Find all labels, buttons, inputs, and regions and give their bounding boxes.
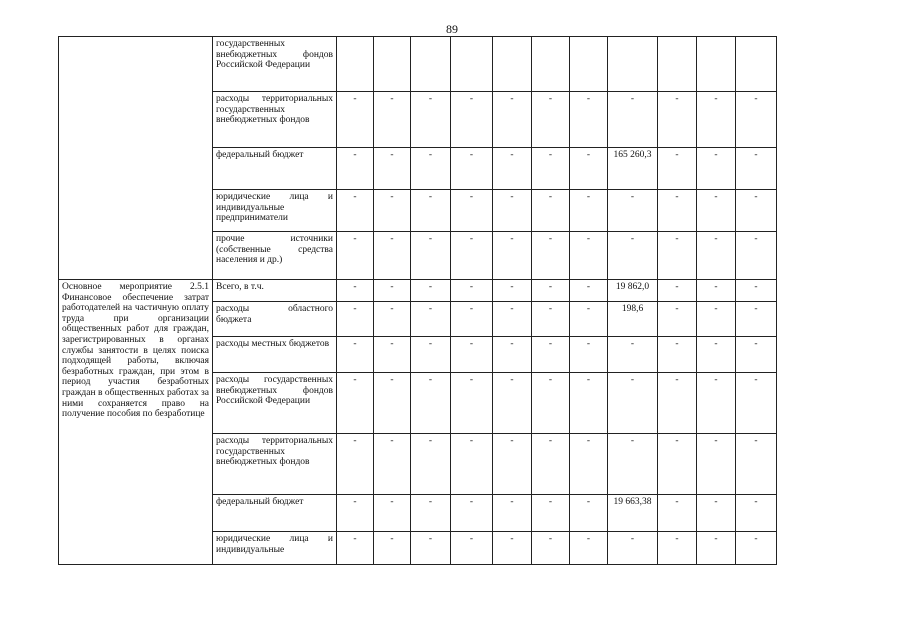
value-cell: - [493,532,532,565]
value-cell: - [411,190,451,232]
funding-source-cell: юридические лица и индивидуальные предприниматели [213,190,337,232]
funding-source-cell: Всего, в т.ч. [213,280,337,302]
value-cell: - [411,373,451,434]
value-cell: - [374,280,411,302]
value-cell: - [570,190,608,232]
value-cell [493,37,532,92]
value-cell: - [608,232,658,280]
value-cell: - [411,495,451,532]
value-cell: - [411,532,451,565]
value-cell: - [374,337,411,373]
value-cell: - [608,434,658,495]
value-cell: - [451,337,493,373]
value-cell: - [570,302,608,337]
value-cell: - [658,280,697,302]
value-cell: - [658,337,697,373]
value-cell: - [736,434,777,495]
value-cell: 198,6 [608,302,658,337]
value-cell: - [374,190,411,232]
value-cell: - [697,232,736,280]
value-cell: - [570,337,608,373]
value-cell: - [374,495,411,532]
value-cell: - [736,495,777,532]
value-cell: - [697,434,736,495]
value-cell: - [608,92,658,148]
value-cell: - [337,434,374,495]
value-cell: - [570,148,608,190]
value-cell [570,37,608,92]
value-cell: - [658,434,697,495]
table-row [59,280,777,302]
value-cell: - [337,302,374,337]
value-cell [451,37,493,92]
value-cell: - [493,495,532,532]
funding-source-cell: прочие источники (собственные средства населения и др.) [213,232,337,280]
value-cell: - [697,92,736,148]
value-cell: - [532,232,570,280]
value-cell: - [532,302,570,337]
value-cell: - [532,434,570,495]
value-cell: - [658,148,697,190]
funding-source-cell: расходы территориальных государственных внебюджетных фондов [213,92,337,148]
value-cell: - [570,373,608,434]
value-cell: - [337,190,374,232]
value-cell: - [374,532,411,565]
value-cell [658,37,697,92]
value-cell: - [658,190,697,232]
value-cell: - [337,532,374,565]
value-cell: - [736,148,777,190]
funding-source-cell: расходы местных бюджетов [213,337,337,373]
value-cell: - [658,302,697,337]
value-cell: - [451,302,493,337]
value-cell: - [697,532,736,565]
activity-description: Основное мероприятие 2.5.1 Финансовое обеспечение затрат работодателей на частичную оплату труда при организации общественных работ для граждан, зарегистрированных в органах службы занятости в целях поиска подходящей работы, включая безработных граждан, при этом в период участия безработных граждан в общественных работах за ними сохраняется право на получение пособия по безработице [59,280,213,565]
value-cell [374,37,411,92]
value-cell: - [493,434,532,495]
value-cell: - [570,232,608,280]
value-cell: - [411,302,451,337]
value-cell: - [451,434,493,495]
value-cell: - [451,280,493,302]
value-cell: - [493,148,532,190]
value-cell: - [337,148,374,190]
value-cell: - [658,232,697,280]
value-cell: - [411,232,451,280]
value-cell: - [337,92,374,148]
value-cell: - [532,337,570,373]
value-cell: - [532,532,570,565]
value-cell: - [411,148,451,190]
value-cell: - [337,337,374,373]
value-cell: - [736,302,777,337]
value-cell [411,37,451,92]
value-cell: - [658,495,697,532]
value-cell: - [337,373,374,434]
value-cell: - [608,337,658,373]
budget-table [58,36,777,565]
value-cell: - [608,373,658,434]
funding-source-cell: государственных внебюджетных фондов Российской Федерации [213,37,337,92]
value-cell: - [697,495,736,532]
value-cell: - [697,337,736,373]
value-cell: - [532,148,570,190]
table-row [59,37,777,92]
value-cell: - [493,373,532,434]
value-cell: - [451,232,493,280]
value-cell: - [411,92,451,148]
value-cell: - [411,337,451,373]
value-cell: - [736,280,777,302]
value-cell: - [697,302,736,337]
value-cell: 19 663,38 [608,495,658,532]
funding-source-cell: юридические лица и индивидуальные [213,532,337,565]
value-cell: - [608,532,658,565]
value-cell: - [493,190,532,232]
funding-source-cell: федеральный бюджет [213,495,337,532]
value-cell [697,37,736,92]
value-cell: - [374,232,411,280]
value-cell: - [493,302,532,337]
value-cell: - [493,337,532,373]
value-cell: - [697,148,736,190]
table-body [59,37,777,565]
value-cell: - [374,434,411,495]
value-cell: - [697,190,736,232]
value-cell: - [736,532,777,565]
value-cell: - [532,495,570,532]
value-cell: - [570,495,608,532]
value-cell: - [493,92,532,148]
value-cell: - [532,280,570,302]
value-cell: - [532,190,570,232]
funding-source-cell: федеральный бюджет [213,148,337,190]
value-cell: - [337,280,374,302]
value-cell: - [451,495,493,532]
value-cell: - [736,232,777,280]
value-cell: - [451,190,493,232]
value-cell: - [451,148,493,190]
value-cell: - [736,337,777,373]
value-cell: - [451,532,493,565]
value-cell: - [411,280,451,302]
value-cell: - [337,232,374,280]
value-cell: - [658,532,697,565]
value-cell: - [451,92,493,148]
value-cell: - [493,232,532,280]
value-cell: - [736,92,777,148]
page-number: 89 [446,22,458,36]
value-cell: - [532,373,570,434]
value-cell: - [697,280,736,302]
value-cell [532,37,570,92]
value-cell: - [736,373,777,434]
value-cell: - [374,148,411,190]
value-cell: - [658,92,697,148]
value-cell: - [451,373,493,434]
value-cell [337,37,374,92]
value-cell: - [374,373,411,434]
value-cell: - [374,302,411,337]
value-cell: - [532,92,570,148]
value-cell: - [658,373,697,434]
value-cell: - [570,434,608,495]
value-cell: - [697,373,736,434]
value-cell: - [570,92,608,148]
activity-cell-continued [59,37,213,280]
value-cell: 19 862,0 [608,280,658,302]
value-cell: - [493,280,532,302]
value-cell [736,37,777,92]
funding-source-cell: расходы территориальных государственных внебюджетных фондов [213,434,337,495]
value-cell: - [736,190,777,232]
value-cell: - [411,434,451,495]
value-cell: - [374,92,411,148]
value-cell [608,37,658,92]
funding-source-cell: расходы государственных внебюджетных фондов Российской Федерации [213,373,337,434]
funding-source-cell: расходы областного бюджета [213,302,337,337]
value-cell: - [337,495,374,532]
value-cell: 165 260,3 [608,148,658,190]
value-cell: - [608,190,658,232]
value-cell: - [570,532,608,565]
value-cell: - [570,280,608,302]
